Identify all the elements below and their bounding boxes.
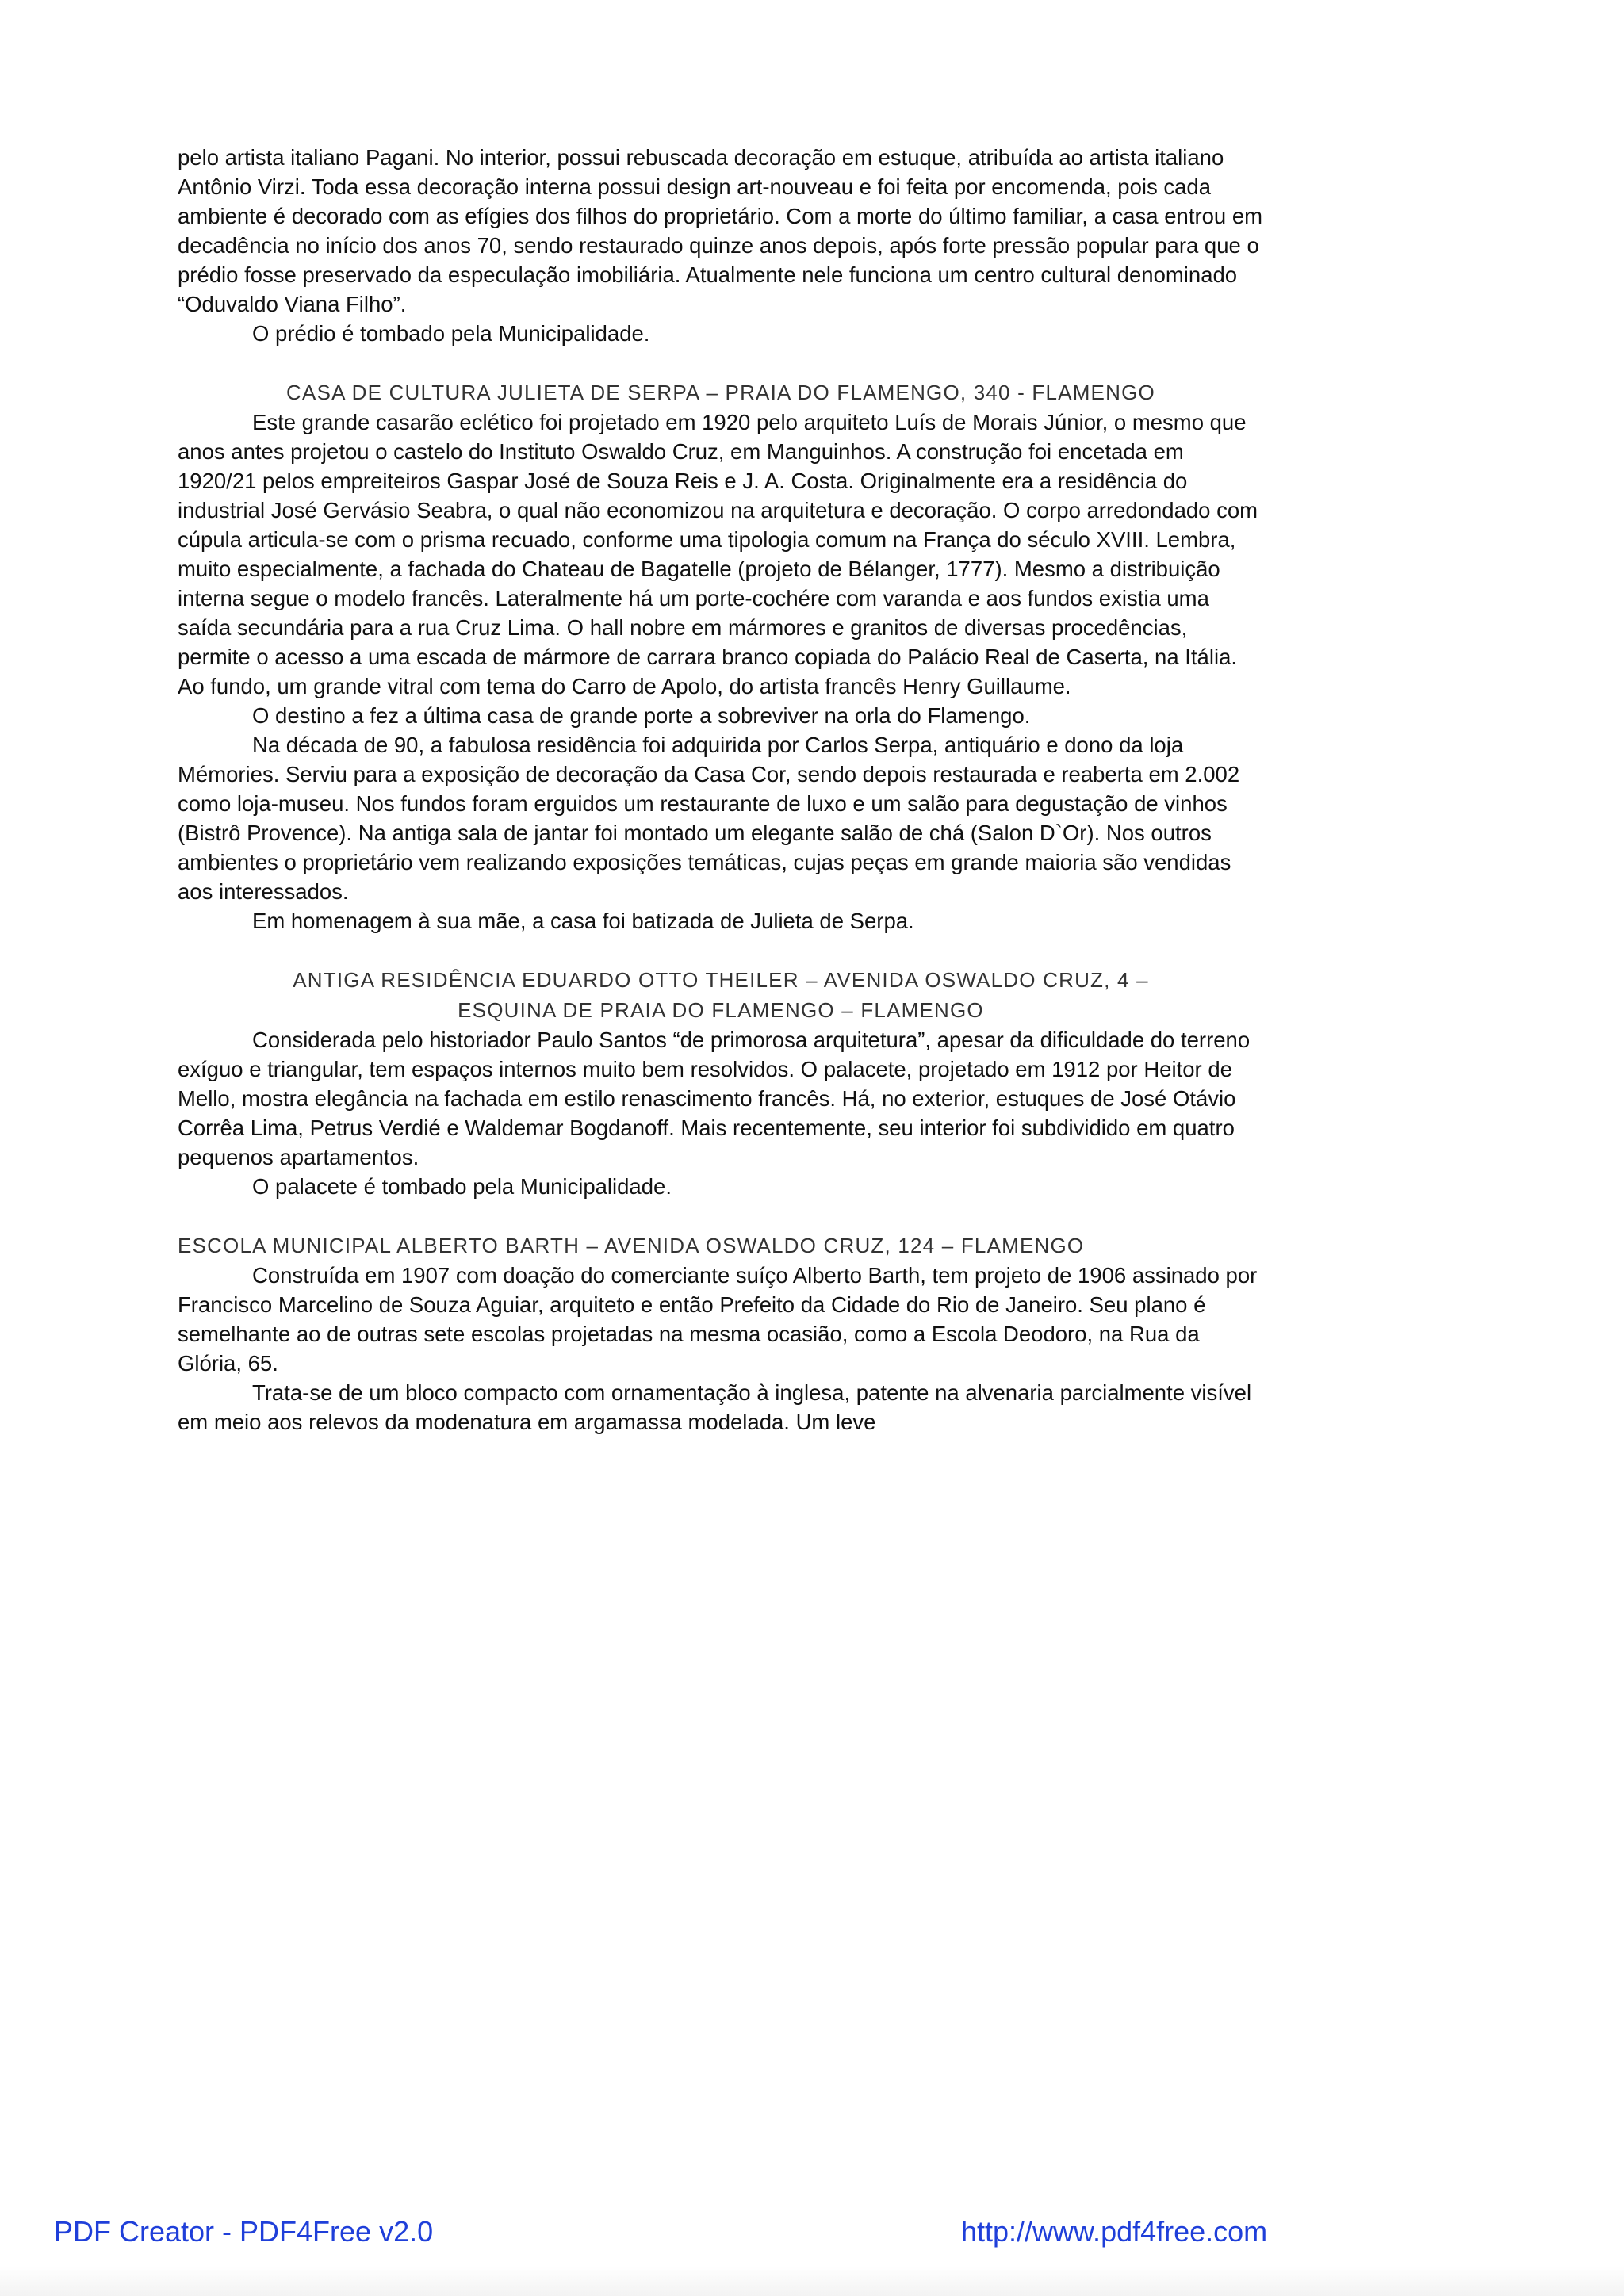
paragraph: Na década de 90, a fabulosa residência foi adquirida por Carlos Serpa, antiquário e dono da loja Mémories. Serviu para a exposição de decoração da Casa Cor, sendo depois restaurada e reaberta em 2.002 como loja-museu. Nos fundos foram erguidos um restaurante de luxo e um salão para degustação de vinhos (Bistrô Provence). Na antiga sala de jantar foi montado um elegante salão de chá (Salon D`Or). Nos outros ambientes o proprietário vem realizando exposições temáticas, cujas peças em grande maioria são vendidas aos interessados. (178, 733, 1240, 904)
section-heading: ESCOLA MUNICIPAL ALBERTO BARTH – AVENIDA OSWALDO CRUZ, 124 – FLAMENGO (178, 1234, 1085, 1257)
document-body (178, 143, 1264, 1437)
paragraph: Este grande casarão eclético foi projetado em 1920 pelo arquiteto Luís de Morais Júnior, o mesmo que anos antes projetou o castelo do Instituto Oswaldo Cruz, em Manguinhos. A construção foi encetada em 1920/21 pelos empreiteiros Gaspar José de Souza Reis e J. A. Costa. Originalmente era a residência do industrial José Gervásio Seabra, o qual não economizou na arquitetura e decoração. O corpo arredondado com cúpula articula-se com o prisma recuado, conforme uma tipologia comum na França do século XVIII. Lembra, muito especialmente, a fachada do Chateau de Bagatelle (projeto de Bélanger, 1777). Mesmo a distribuição interna segue o modelo francês. Lateralmente há um porte-cochére com varanda e aos fundos existia uma saída secundária para a rua Cruz Lima. O hall nobre em mármores e granitos de diversas procedências, permite o acesso a uma escada de mármore de carrara branco copiada do Palácio Real de Caserta, na Itália. Ao fundo, um grande vitral com tema do Carro de Apolo, do artista francês Henry Guillaume. (178, 410, 1258, 698)
paragraph: O palacete é tombado pela Municipalidade. (252, 1174, 672, 1199)
footer-url-link[interactable]: http://www.pdf4free.com (961, 2215, 1268, 2248)
paragraph: pelo artista italiano Pagani. No interior, possui rebuscada decoração em estuque, atribuída ao artista italiano Antônio Virzi. Toda essa decoração interna possui design art-nouveau e foi feita por encomenda, pois cada ambiente é decorado com as efígies dos filhos do proprietário. Com a morte do último familiar, a casa entrou em decadência no início dos anos 70, sendo restaurado quinze anos depois, após forte pressão popular para que o prédio fosse preservado da especulação imobiliária. Atualmente nele funciona um centro cultural denominado “Oduvaldo Viana Filho”. (178, 145, 1263, 316)
spacer (178, 348, 1264, 377)
section-heading: ANTIGA RESIDÊNCIA EDUARDO OTTO THEILER – AVENIDA OSWALDO CRUZ, 4 – (293, 968, 1149, 992)
section-heading: CASA DE CULTURA JULIETA DE SERPA – PRAIA DO FLAMENGO, 340 - FLAMENGO (286, 381, 1155, 404)
paragraph: Construída em 1907 com doação do comerciante suíço Alberto Barth, tem projeto de 1906 assinado por Francisco Marcelino de Souza Aguiar, arquiteto e então Prefeito da Cidade do Rio de Janeiro. Seu plano é semelhante ao de outras sete escolas projetadas na mesma ocasião, como a Escola Deodoro, na Rua da Glória, 65. (178, 1263, 1258, 1376)
section-heading-continued: ESQUINA DE PRAIA DO FLAMENGO – FLAMENGO (458, 998, 984, 1022)
paragraph: O destino a fez a última casa de grande porte a sobreviver na orla do Flamengo. (252, 703, 1031, 728)
spacer (178, 936, 1264, 965)
page-bottom-strip (0, 2266, 1624, 2296)
paragraph: Considerada pelo historiador Paulo Santos “de primorosa arquitetura”, apesar da dificuldade do terreno exíguo e triangular, tem espaços internos muito bem resolvidos. O palacete, projetado em 1912 por Heitor de Mello, mostra elegância na fachada em estilo renascimento francês. Há, no exterior, estuques de José Otávio Corrêa Lima, Petrus Verdié e Waldemar Bogdanoff. Mais recentemente, seu interior foi subdividido em quatro pequenos apartamentos. (178, 1027, 1251, 1169)
spacer (178, 1201, 1264, 1230)
paragraph: O prédio é tombado pela Municipalidade. (252, 321, 650, 346)
paragraph: Em homenagem à sua mãe, a casa foi batizada de Julieta de Serpa. (252, 909, 914, 933)
paragraph: Trata-se de um bloco compacto com ornamentação à inglesa, patente na alvenaria parcialmente visível em meio aos relevos da modenatura em argamassa modelada. Um leve (178, 1380, 1252, 1434)
footer-creator-text: PDF Creator - PDF4Free v2.0 (54, 2215, 434, 2248)
